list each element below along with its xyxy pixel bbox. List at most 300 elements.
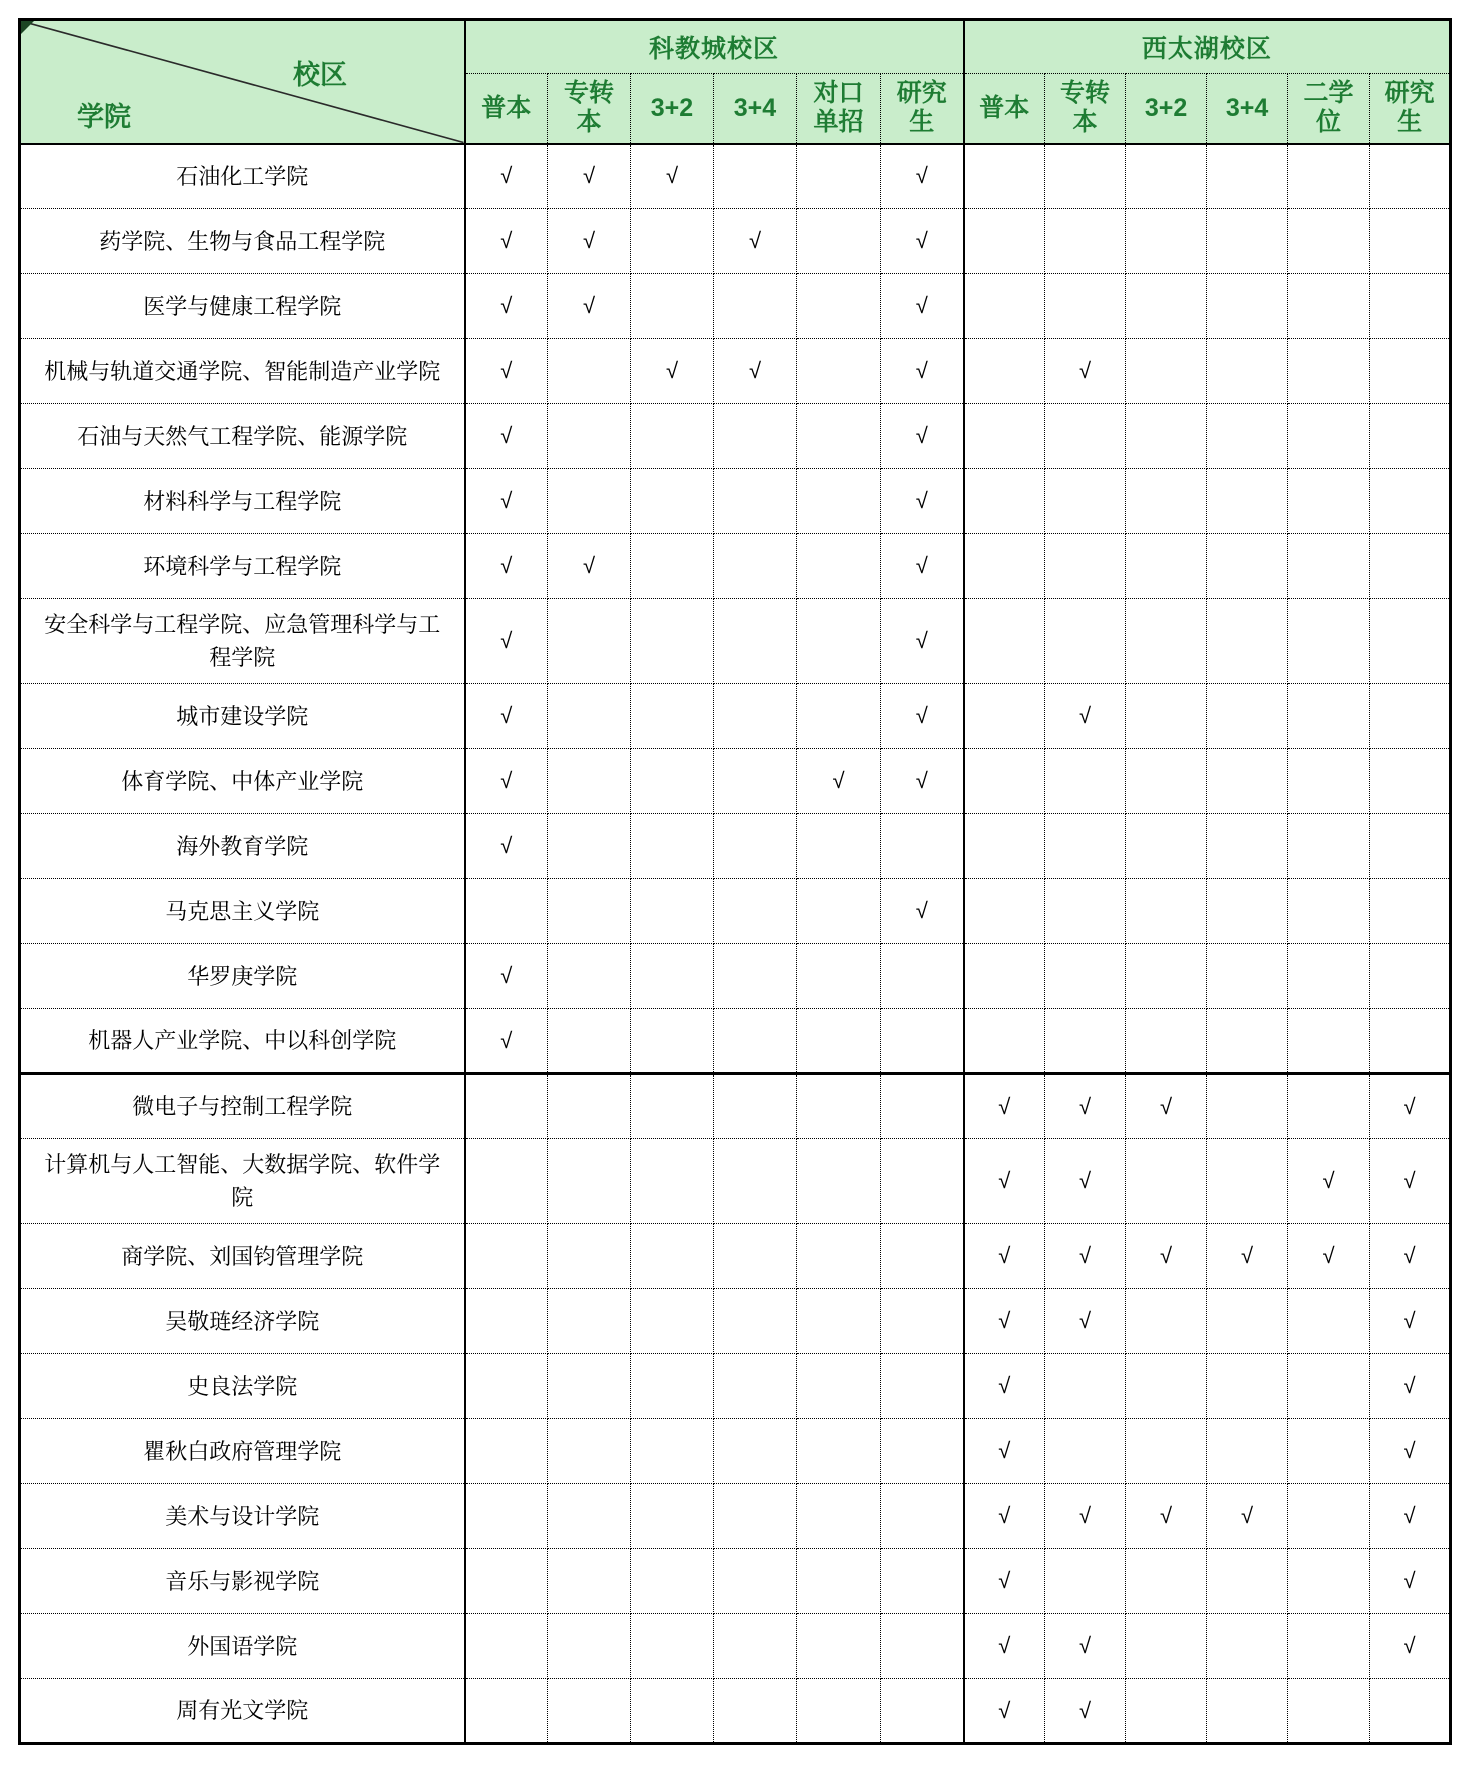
- empty-cell: [797, 1549, 881, 1614]
- check-mark-cell: √: [1045, 1289, 1126, 1354]
- empty-cell: [1045, 144, 1126, 209]
- empty-cell: [797, 274, 881, 339]
- empty-cell: [797, 144, 881, 209]
- empty-cell: [1207, 274, 1288, 339]
- empty-cell: [1126, 469, 1207, 534]
- empty-cell: [797, 209, 881, 274]
- check-mark-cell: √: [465, 274, 548, 339]
- empty-cell: [1370, 814, 1451, 879]
- check-mark-cell: √: [881, 749, 964, 814]
- corner-diagonal-cell: [20, 20, 465, 144]
- check-mark-cell: √: [1045, 1484, 1126, 1549]
- empty-cell: [1288, 944, 1370, 1009]
- check-mark-cell: √: [1370, 1074, 1451, 1139]
- empty-cell: [1126, 274, 1207, 339]
- college-name: 药学院、生物与食品工程学院: [20, 209, 465, 274]
- check-mark-cell: √: [964, 1419, 1045, 1484]
- check-mark-cell: √: [1288, 1224, 1370, 1289]
- check-mark-cell: √: [1370, 1139, 1451, 1224]
- empty-cell: [1045, 534, 1126, 599]
- check-mark-cell: √: [1126, 1224, 1207, 1289]
- empty-cell: [1126, 879, 1207, 944]
- table-row: [20, 144, 1451, 209]
- empty-cell: [1370, 749, 1451, 814]
- empty-cell: [1207, 1679, 1288, 1744]
- college-name: 周有光文学院: [20, 1679, 465, 1744]
- empty-cell: [465, 1614, 548, 1679]
- check-mark-cell: √: [465, 144, 548, 209]
- check-mark-cell: √: [1370, 1354, 1451, 1419]
- college-name: 城市建设学院: [20, 684, 465, 749]
- empty-cell: [1288, 1419, 1370, 1484]
- empty-cell: [714, 1354, 797, 1419]
- check-mark-cell: √: [714, 339, 797, 404]
- empty-cell: [1288, 879, 1370, 944]
- check-mark-cell: √: [964, 1224, 1045, 1289]
- empty-cell: [797, 1074, 881, 1139]
- empty-cell: [881, 1009, 964, 1074]
- empty-cell: [797, 879, 881, 944]
- empty-cell: [1207, 534, 1288, 599]
- empty-cell: [1045, 1009, 1126, 1074]
- empty-cell: [881, 1074, 964, 1139]
- check-mark-cell: √: [631, 339, 714, 404]
- college-name: 体育学院、中体产业学院: [20, 749, 465, 814]
- empty-cell: [1370, 209, 1451, 274]
- empty-cell: [1207, 1009, 1288, 1074]
- column-header: 研究生: [1370, 74, 1451, 144]
- table-row: [20, 944, 1451, 1009]
- empty-cell: [1370, 404, 1451, 469]
- check-mark-cell: √: [881, 684, 964, 749]
- check-mark-cell: √: [964, 1484, 1045, 1549]
- empty-cell: [797, 1679, 881, 1744]
- empty-cell: [1370, 879, 1451, 944]
- empty-cell: [631, 274, 714, 339]
- empty-cell: [1126, 1419, 1207, 1484]
- empty-cell: [1207, 1074, 1288, 1139]
- empty-cell: [881, 1289, 964, 1354]
- check-mark-cell: √: [964, 1679, 1045, 1744]
- college-name: 安全科学与工程学院、应急管理科学与工程学院: [20, 599, 465, 684]
- college-name: 华罗庚学院: [20, 944, 465, 1009]
- empty-cell: [1288, 404, 1370, 469]
- table-row: [20, 404, 1451, 469]
- column-header: 二学位: [1288, 74, 1370, 144]
- check-mark-cell: √: [881, 599, 964, 684]
- campus-header-row: [20, 20, 1451, 74]
- empty-cell: [797, 469, 881, 534]
- college-name: 环境科学与工程学院: [20, 534, 465, 599]
- empty-cell: [465, 1289, 548, 1354]
- empty-cell: [1126, 944, 1207, 1009]
- empty-cell: [714, 1139, 797, 1224]
- table-row: [20, 274, 1451, 339]
- empty-cell: [1045, 814, 1126, 879]
- check-mark-cell: √: [1045, 1614, 1126, 1679]
- check-mark-cell: √: [964, 1549, 1045, 1614]
- empty-cell: [1126, 1354, 1207, 1419]
- empty-cell: [1045, 944, 1126, 1009]
- table-row: [20, 749, 1451, 814]
- empty-cell: [1288, 1074, 1370, 1139]
- check-mark-cell: √: [1126, 1484, 1207, 1549]
- empty-cell: [631, 1289, 714, 1354]
- check-mark-cell: √: [964, 1289, 1045, 1354]
- check-mark-cell: √: [881, 879, 964, 944]
- empty-cell: [714, 274, 797, 339]
- empty-cell: [1207, 1139, 1288, 1224]
- empty-cell: [881, 1549, 964, 1614]
- empty-cell: [714, 1419, 797, 1484]
- table-row: [20, 469, 1451, 534]
- empty-cell: [465, 1354, 548, 1419]
- college-name: 外国语学院: [20, 1614, 465, 1679]
- table-row: [20, 599, 1451, 684]
- college-name: 吴敬琏经济学院: [20, 1289, 465, 1354]
- column-header: 专转本: [1045, 74, 1126, 144]
- empty-cell: [1045, 1419, 1126, 1484]
- empty-cell: [465, 1139, 548, 1224]
- empty-cell: [548, 1139, 631, 1224]
- college-name: 机器人产业学院、中以科创学院: [20, 1009, 465, 1074]
- column-header: 普本: [964, 74, 1045, 144]
- check-mark-cell: √: [465, 944, 548, 1009]
- check-mark-cell: √: [797, 749, 881, 814]
- admission-campus-table: [18, 18, 1452, 1745]
- table-row: [20, 814, 1451, 879]
- empty-cell: [714, 814, 797, 879]
- empty-cell: [1126, 1289, 1207, 1354]
- empty-cell: [1126, 1009, 1207, 1074]
- empty-cell: [881, 1419, 964, 1484]
- empty-cell: [1126, 1614, 1207, 1679]
- empty-cell: [1045, 1549, 1126, 1614]
- table-row: [20, 1074, 1451, 1139]
- table-row: [20, 1224, 1451, 1289]
- check-mark-cell: √: [465, 209, 548, 274]
- column-header: 对口单招: [797, 74, 881, 144]
- check-mark-cell: √: [1045, 1139, 1126, 1224]
- empty-cell: [1207, 469, 1288, 534]
- empty-cell: [964, 274, 1045, 339]
- empty-cell: [1207, 684, 1288, 749]
- empty-cell: [1288, 1354, 1370, 1419]
- empty-cell: [714, 1074, 797, 1139]
- check-mark-cell: √: [1045, 1224, 1126, 1289]
- college-name: 石油化工学院: [20, 144, 465, 209]
- empty-cell: [1207, 944, 1288, 1009]
- empty-cell: [964, 469, 1045, 534]
- empty-cell: [881, 1679, 964, 1744]
- empty-cell: [1126, 599, 1207, 684]
- empty-cell: [881, 1354, 964, 1419]
- empty-cell: [1126, 814, 1207, 879]
- empty-cell: [881, 814, 964, 879]
- check-mark-cell: √: [964, 1354, 1045, 1419]
- empty-cell: [1370, 944, 1451, 1009]
- check-mark-cell: √: [1045, 684, 1126, 749]
- empty-cell: [1045, 209, 1126, 274]
- empty-cell: [631, 749, 714, 814]
- empty-cell: [548, 814, 631, 879]
- empty-cell: [797, 1614, 881, 1679]
- empty-cell: [1288, 1289, 1370, 1354]
- campus-header-kejiaocheng: 科教城校区: [465, 20, 964, 74]
- empty-cell: [1370, 684, 1451, 749]
- empty-cell: [548, 1289, 631, 1354]
- empty-cell: [548, 1354, 631, 1419]
- empty-cell: [797, 684, 881, 749]
- check-mark-cell: √: [1045, 1679, 1126, 1744]
- column-header: 专转本: [548, 74, 631, 144]
- empty-cell: [714, 404, 797, 469]
- empty-cell: [797, 599, 881, 684]
- empty-cell: [797, 814, 881, 879]
- table-row: [20, 209, 1451, 274]
- empty-cell: [714, 1009, 797, 1074]
- empty-cell: [1288, 749, 1370, 814]
- table-body: [20, 144, 1451, 1744]
- empty-cell: [631, 599, 714, 684]
- empty-cell: [631, 1354, 714, 1419]
- check-mark-cell: √: [964, 1139, 1045, 1224]
- empty-cell: [631, 1139, 714, 1224]
- column-header: 3+4: [714, 74, 797, 144]
- empty-cell: [881, 1484, 964, 1549]
- empty-cell: [1288, 1484, 1370, 1549]
- empty-cell: [1370, 534, 1451, 599]
- empty-cell: [465, 1224, 548, 1289]
- empty-cell: [964, 534, 1045, 599]
- empty-cell: [1207, 1549, 1288, 1614]
- empty-cell: [548, 879, 631, 944]
- empty-cell: [631, 879, 714, 944]
- empty-cell: [465, 1549, 548, 1614]
- college-name: 石油与天然气工程学院、能源学院: [20, 404, 465, 469]
- check-mark-cell: √: [1207, 1224, 1288, 1289]
- empty-cell: [1370, 339, 1451, 404]
- college-name: 瞿秋白政府管理学院: [20, 1419, 465, 1484]
- college-name: 音乐与影视学院: [20, 1549, 465, 1614]
- check-mark-cell: √: [465, 1009, 548, 1074]
- empty-cell: [548, 1224, 631, 1289]
- college-name: 马克思主义学院: [20, 879, 465, 944]
- check-mark-cell: √: [1370, 1614, 1451, 1679]
- empty-cell: [964, 209, 1045, 274]
- empty-cell: [1045, 469, 1126, 534]
- empty-cell: [964, 1009, 1045, 1074]
- column-header: 3+2: [631, 74, 714, 144]
- empty-cell: [631, 1484, 714, 1549]
- column-header: 3+2: [1126, 74, 1207, 144]
- empty-cell: [964, 339, 1045, 404]
- empty-cell: [1207, 814, 1288, 879]
- empty-cell: [631, 684, 714, 749]
- empty-cell: [548, 1679, 631, 1744]
- table-row: [20, 1139, 1451, 1224]
- empty-cell: [1207, 1419, 1288, 1484]
- check-mark-cell: √: [465, 749, 548, 814]
- empty-cell: [797, 944, 881, 1009]
- empty-cell: [1045, 1354, 1126, 1419]
- empty-cell: [797, 1289, 881, 1354]
- check-mark-cell: √: [881, 209, 964, 274]
- empty-cell: [631, 404, 714, 469]
- empty-cell: [631, 1009, 714, 1074]
- table-row: [20, 1009, 1451, 1074]
- empty-cell: [1126, 404, 1207, 469]
- empty-cell: [465, 1419, 548, 1484]
- empty-cell: [1370, 144, 1451, 209]
- empty-cell: [1126, 339, 1207, 404]
- check-mark-cell: √: [548, 534, 631, 599]
- empty-cell: [1207, 749, 1288, 814]
- empty-cell: [1207, 599, 1288, 684]
- check-mark-cell: √: [1288, 1139, 1370, 1224]
- column-header: 普本: [465, 74, 548, 144]
- empty-cell: [548, 1549, 631, 1614]
- college-name: 美术与设计学院: [20, 1484, 465, 1549]
- empty-cell: [1370, 1009, 1451, 1074]
- table-row: [20, 1614, 1451, 1679]
- check-mark-cell: √: [1370, 1289, 1451, 1354]
- check-mark-cell: √: [465, 814, 548, 879]
- empty-cell: [631, 1224, 714, 1289]
- empty-cell: [964, 814, 1045, 879]
- check-mark-cell: √: [1126, 1074, 1207, 1139]
- table-row: [20, 1679, 1451, 1744]
- empty-cell: [1207, 404, 1288, 469]
- empty-cell: [1126, 144, 1207, 209]
- empty-cell: [797, 1224, 881, 1289]
- empty-cell: [1288, 684, 1370, 749]
- table-row: [20, 1549, 1451, 1614]
- empty-cell: [631, 1419, 714, 1484]
- empty-cell: [548, 599, 631, 684]
- check-mark-cell: √: [465, 404, 548, 469]
- empty-cell: [881, 1614, 964, 1679]
- empty-cell: [548, 404, 631, 469]
- empty-cell: [714, 469, 797, 534]
- empty-cell: [1370, 469, 1451, 534]
- empty-cell: [881, 1139, 964, 1224]
- empty-cell: [1288, 534, 1370, 599]
- empty-cell: [797, 339, 881, 404]
- check-mark-cell: √: [964, 1614, 1045, 1679]
- empty-cell: [714, 1224, 797, 1289]
- college-name: 机械与轨道交通学院、智能制造产业学院: [20, 339, 465, 404]
- check-mark-cell: √: [465, 534, 548, 599]
- check-mark-cell: √: [548, 144, 631, 209]
- empty-cell: [631, 1679, 714, 1744]
- empty-cell: [1288, 144, 1370, 209]
- empty-cell: [797, 1354, 881, 1419]
- column-header: 研究生: [881, 74, 964, 144]
- empty-cell: [1045, 599, 1126, 684]
- empty-cell: [1288, 339, 1370, 404]
- check-mark-cell: √: [1045, 1074, 1126, 1139]
- empty-cell: [964, 144, 1045, 209]
- empty-cell: [631, 944, 714, 1009]
- empty-cell: [1288, 1679, 1370, 1744]
- check-mark-cell: √: [1370, 1419, 1451, 1484]
- college-name: 微电子与控制工程学院: [20, 1074, 465, 1139]
- empty-cell: [881, 944, 964, 1009]
- check-mark-cell: √: [1370, 1224, 1451, 1289]
- empty-cell: [797, 404, 881, 469]
- empty-cell: [631, 1074, 714, 1139]
- empty-cell: [714, 749, 797, 814]
- check-mark-cell: √: [881, 274, 964, 339]
- empty-cell: [1126, 749, 1207, 814]
- college-name: 海外教育学院: [20, 814, 465, 879]
- college-name: 史良法学院: [20, 1354, 465, 1419]
- empty-cell: [465, 1484, 548, 1549]
- empty-cell: [714, 944, 797, 1009]
- empty-cell: [964, 944, 1045, 1009]
- table-row: [20, 684, 1451, 749]
- empty-cell: [631, 1549, 714, 1614]
- empty-cell: [1207, 1289, 1288, 1354]
- empty-cell: [631, 209, 714, 274]
- empty-cell: [1370, 274, 1451, 339]
- college-name: 材料科学与工程学院: [20, 469, 465, 534]
- empty-cell: [964, 879, 1045, 944]
- empty-cell: [964, 599, 1045, 684]
- check-mark-cell: √: [964, 1074, 1045, 1139]
- empty-cell: [714, 144, 797, 209]
- check-mark-cell: √: [465, 684, 548, 749]
- empty-cell: [631, 534, 714, 599]
- empty-cell: [1126, 209, 1207, 274]
- corner-label-college: 学院: [77, 102, 131, 132]
- empty-cell: [548, 1484, 631, 1549]
- college-name: 商学院、刘国钧管理学院: [20, 1224, 465, 1289]
- empty-cell: [1126, 1139, 1207, 1224]
- check-mark-cell: √: [1207, 1484, 1288, 1549]
- table-row: [20, 1484, 1451, 1549]
- empty-cell: [548, 1009, 631, 1074]
- empty-cell: [548, 1419, 631, 1484]
- check-mark-cell: √: [881, 469, 964, 534]
- empty-cell: [1370, 599, 1451, 684]
- corner-label-campus: 校区: [293, 60, 347, 90]
- empty-cell: [465, 1679, 548, 1744]
- empty-cell: [964, 749, 1045, 814]
- check-mark-cell: √: [881, 404, 964, 469]
- empty-cell: [1288, 599, 1370, 684]
- empty-cell: [548, 749, 631, 814]
- empty-cell: [714, 1484, 797, 1549]
- check-mark-cell: √: [465, 339, 548, 404]
- empty-cell: [631, 1614, 714, 1679]
- empty-cell: [964, 684, 1045, 749]
- empty-cell: [465, 1074, 548, 1139]
- empty-cell: [1207, 1354, 1288, 1419]
- check-mark-cell: √: [548, 209, 631, 274]
- table-row: [20, 534, 1451, 599]
- check-mark-cell: √: [881, 534, 964, 599]
- empty-cell: [881, 1224, 964, 1289]
- check-mark-cell: √: [548, 274, 631, 339]
- empty-cell: [1045, 404, 1126, 469]
- table-row: [20, 339, 1451, 404]
- empty-cell: [1288, 1009, 1370, 1074]
- empty-cell: [714, 1289, 797, 1354]
- empty-cell: [1207, 879, 1288, 944]
- empty-cell: [548, 684, 631, 749]
